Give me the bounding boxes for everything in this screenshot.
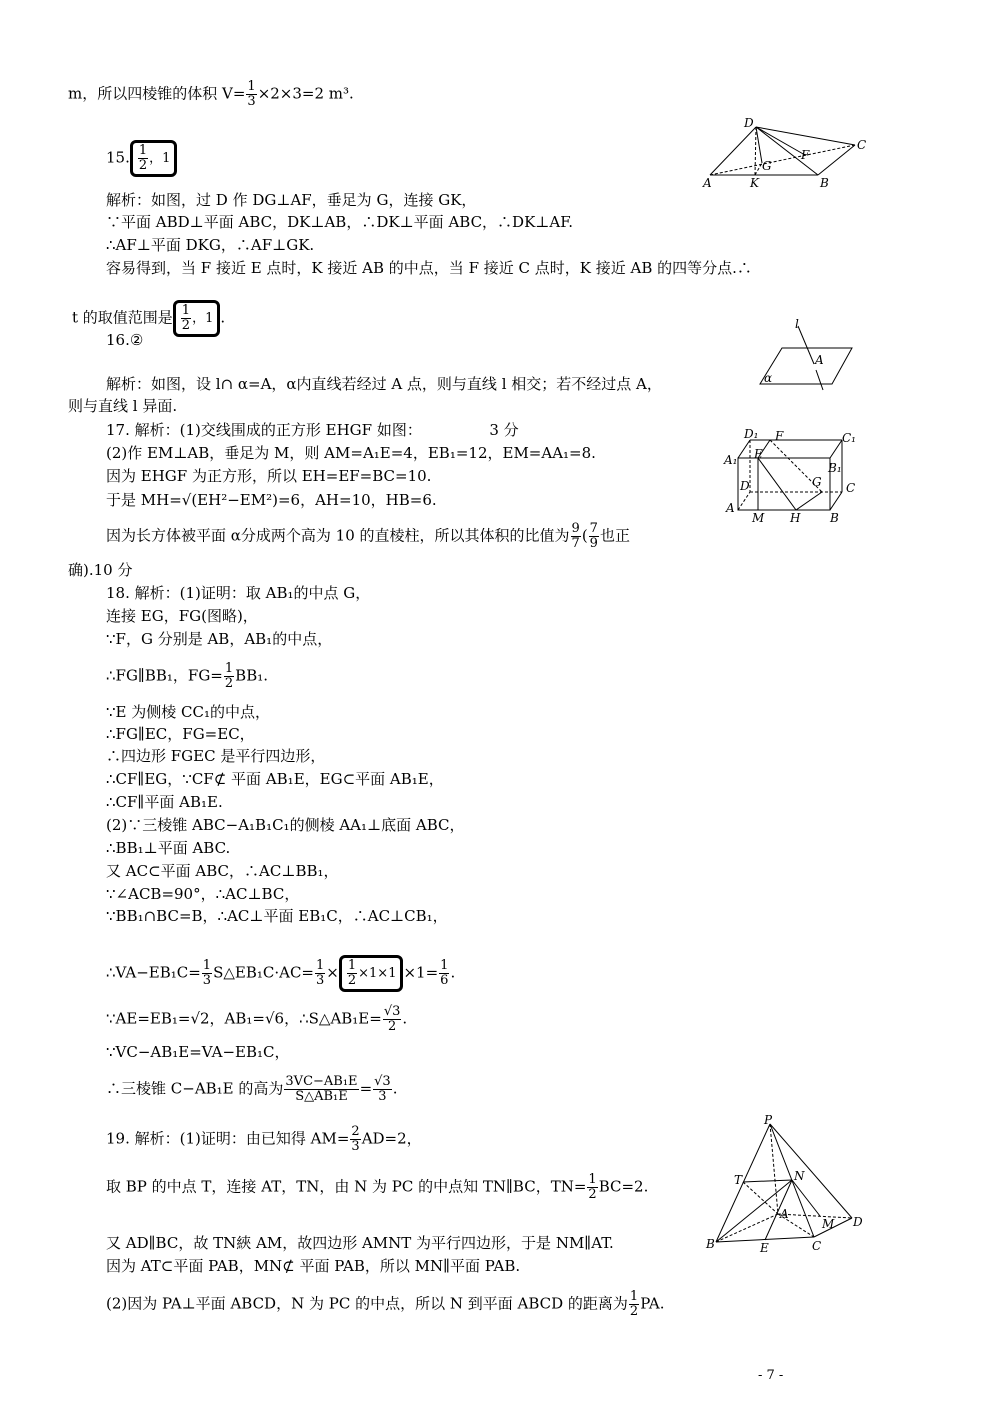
svg-text:D: D	[853, 1215, 863, 1229]
svg-text:B: B	[820, 176, 829, 190]
text-line: 因为 EHGF 为正方形，所以 EH=EF=BC=10.	[106, 467, 432, 485]
text-line: ∴VA−EB₁C= $\frac{1}{3}$ S△EB₁C·AC= $\frac{1}{3}$ × $\frac{1}{2}$ ×1×1 ×1= $\frac{1}{6}$ .	[106, 955, 455, 992]
svg-text:E: E	[760, 1241, 769, 1255]
text-line: 又 AC⊂平面 ABC，∴AC⊥BB₁，	[106, 862, 339, 880]
svg-text:N: N	[794, 1169, 805, 1183]
text-line: ∴FG∥EC，FG=EC，	[106, 725, 255, 743]
svg-text:D₁: D₁	[744, 428, 759, 441]
text-line: 因为 AT⊂平面 PAB，MN⊄ 平面 PAB，所以 MN∥平面 PAB.	[106, 1257, 521, 1275]
figure-15	[700, 115, 875, 195]
text-line: 容易得到，当 F 接近 E 点时，K 接近 AB 的中点，当 F 接近 C 点时，K 接近 AB 的四等分点.∴	[106, 259, 752, 277]
svg-text:M: M	[752, 511, 765, 525]
text-line: ∵平面 ABD⊥平面 ABC，DK⊥AB，∴DK⊥平面 ABC，∴DK⊥AF.	[106, 213, 574, 231]
svg-text:P: P	[764, 1113, 773, 1127]
svg-text:T: T	[734, 1173, 743, 1187]
svg-text:F: F	[775, 429, 784, 443]
text-line: 解析：如图，过 D 作 DG⊥AF，垂足为 G，连接 GK，	[106, 191, 477, 209]
text-line: 于是 MH=√(EH²−EM²)=6，AH=10，HB=6.	[106, 491, 437, 509]
text-line: (2)因为 PA⊥平面 ABCD，N 为 PC 的中点，所以 N 到平面 ABCD 的距离为 $\frac{1}{2}$ PA.	[106, 1289, 665, 1319]
figure-16	[750, 318, 860, 394]
svg-text:B: B	[830, 511, 839, 525]
svg-text:A: A	[815, 353, 824, 367]
label-D: D	[744, 116, 754, 130]
svg-text:A₁: A₁	[724, 453, 738, 467]
text-line: m，所以四棱锥的体积 V= $\frac{1}{3}$ ×2×3=2 m³.	[68, 79, 354, 109]
text-line: ∴四边形 FGEC 是平行四边形，	[106, 747, 326, 765]
text-line: 17. 解析：(1)交线围成的正方形 EHGF 如图： 3 分	[106, 421, 519, 439]
figure-17	[720, 428, 860, 526]
text-line: 因为长方体被平面 α分成两个高为 10 的直棱柱，所以其体积的比值为 $\frac{9}{7}$ ( $\frac{7}{9}$ 也正	[106, 521, 630, 551]
text-line: ∵E 为侧棱 CC₁的中点，	[106, 703, 270, 721]
svg-text:A: A	[780, 1207, 789, 1221]
text-line: ∴CF∥平面 AB₁E.	[106, 793, 223, 811]
text-line: ∴BB₁⊥平面 ABC.	[106, 839, 231, 857]
answer-15: 15. $\frac{1}{2}$ ，1	[106, 140, 177, 177]
svg-text:C₁: C₁	[842, 431, 856, 445]
text-line: 则与直线 l 异面.	[68, 397, 178, 415]
interval-bracket: $\frac{1}{2}$ ，1	[173, 300, 221, 337]
svg-text:M: M	[822, 1217, 835, 1231]
bracket-expr: $\frac{1}{2}$ ×1×1	[339, 955, 404, 992]
svg-text:l: l	[795, 318, 799, 331]
fraction: $\frac{1}{3}$	[247, 79, 256, 109]
text-line: ∴CF∥EG，∵CF⊄ 平面 AB₁E，EG⊂平面 AB₁E，	[106, 770, 444, 788]
text-line: ∴AF⊥平面 DKG，∴AF⊥GK.	[106, 236, 315, 254]
text-line: ∵VC−AB₁E=VA−EB₁C，	[106, 1043, 290, 1061]
text-line: 确).10 分	[68, 561, 133, 579]
text-line: 又 AD∥BC，故 TN綊 AM，故四边形 AMNT 为平行四边形，于是 NM∥AT.	[106, 1234, 614, 1252]
text-line: (2)作 EM⊥AB，垂足为 M，则 AM=A₁E=4，EB₁=12，EM=AA₁=8.	[106, 444, 596, 462]
page-number: - 7 -	[758, 1368, 784, 1383]
svg-text:B: B	[706, 1237, 715, 1251]
text-line: (2)∵三棱锥 ABC−A₁B₁C₁的侧棱 AA₁⊥底面 ABC，	[106, 816, 465, 834]
text-line: t 的取值范围是 $\frac{1}{2}$ ，1 .	[72, 300, 225, 337]
svg-text:E: E	[754, 447, 763, 461]
svg-text:G: G	[762, 159, 772, 173]
svg-text:C: C	[857, 138, 867, 152]
svg-text:C: C	[846, 481, 856, 495]
svg-text:α: α	[764, 371, 773, 385]
text-line: ∵∠ACB=90°，∴AC⊥BC，	[106, 885, 300, 903]
svg-text:A: A	[703, 176, 712, 190]
svg-text:D: D	[740, 479, 750, 493]
figure-19	[700, 1112, 870, 1257]
text-line: 18. 解析：(1)证明：取 AB₁的中点 G，	[106, 584, 371, 602]
svg-text:B₁: B₁	[828, 461, 842, 475]
answer-16: 16.②	[106, 331, 144, 349]
interval-bracket: $\frac{1}{2}$ ，1	[130, 140, 178, 177]
svg-text:A: A	[726, 501, 735, 515]
text-line: 19. 解析：(1)证明：由已知得 AM= $\frac{2}{3}$ AD=2，	[106, 1124, 422, 1154]
svg-text:K: K	[750, 176, 759, 190]
svg-text:G: G	[812, 475, 822, 489]
svg-text:H: H	[790, 511, 801, 525]
text-line: ∵AE=EB₁=√2，AB₁=√6，∴S△AB₁E= $\frac{√3}{2}$ .	[106, 1004, 408, 1034]
text-line: 解析：如图，设 l∩ α=A，α内直线若经过 A 点，则与直线 l 相交；若不经过点 A，	[106, 375, 662, 393]
text-line: ∵BB₁∩BC=B，∴AC⊥平面 EB₁C，∴AC⊥CB₁，	[106, 907, 448, 925]
text-line: ∴FG∥BB₁，FG= $\frac{1}{2}$ BB₁.	[106, 661, 268, 691]
text-line: ∴三棱锥 C−AB₁E 的高为 $\frac{\text{3VC−AB₁E}}{\text{S△AB₁E}}$ = $\frac{√3}{3}$ .	[106, 1074, 398, 1104]
svg-text:F: F	[801, 148, 810, 162]
text-line: 连接 EG，FG(图略)，	[106, 607, 258, 625]
text-line: ∵F，G 分别是 AB，AB₁的中点，	[106, 630, 333, 648]
text-line: 取 BP 的中点 T，连接 AT，TN，由 N 为 PC 的中点知 TN∥BC，TN= $\frac{1}{2}$ BC=2.	[106, 1172, 649, 1202]
svg-text:C: C	[812, 1239, 822, 1253]
